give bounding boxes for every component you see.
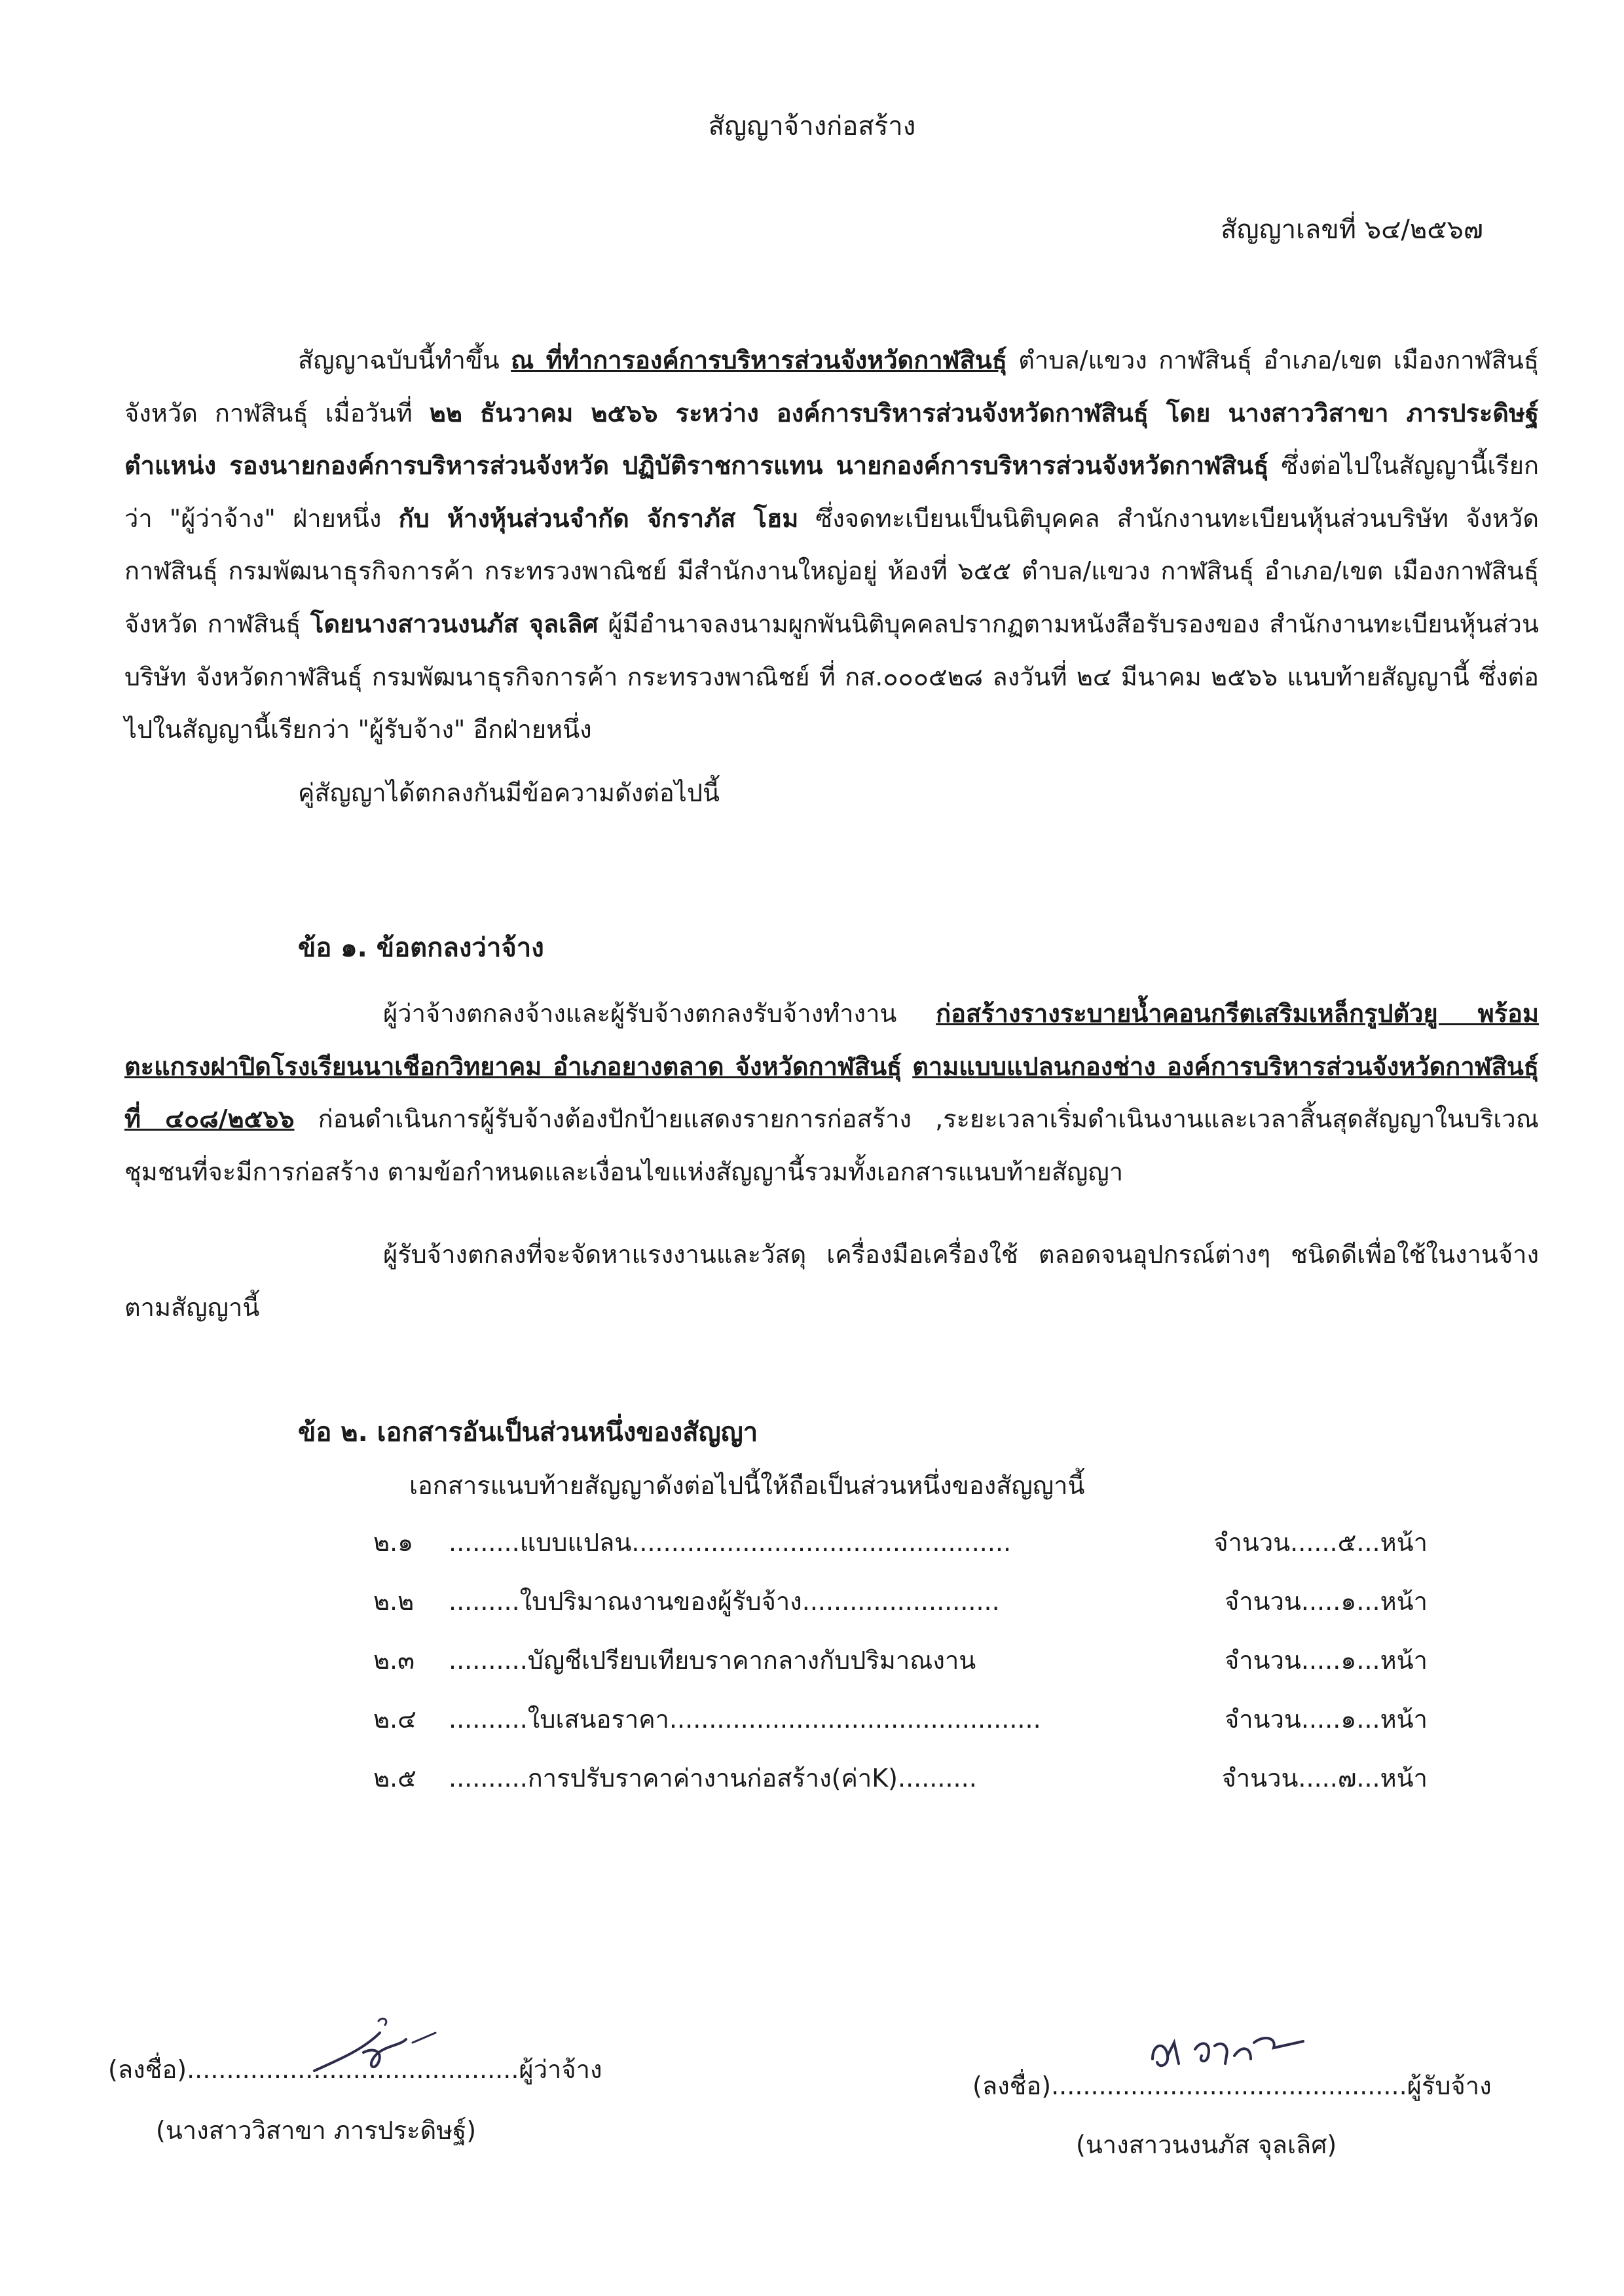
section-1-work-description: ก่อสร้างรางระบายน้ำคอนกรีตเสริมเหล็กรูปตัวยู พร้อมตะแกรงฝาปิดโรงเรียนนาเชือกวิทยาคม อำเภอยางตลาด จังหวัดกาฬสินธุ์ [124, 999, 1539, 1081]
employer-signature-line: (ลงชื่อ)..........................................ผู้ว่าจ้าง [108, 2055, 602, 2084]
attachment-item [373, 1640, 1428, 1679]
attachment-item [373, 1581, 1428, 1620]
agreement-line: คู่สัญญาได้ตกลงกันมีข้อความดังต่อไปนี้ [298, 778, 720, 807]
attachment-name: .........ใบปริมาณงานของผู้รับจ้าง......................... [449, 1587, 1000, 1616]
employer-name: (นางสาววิสาขา ภารประดิษฐ์) [156, 2116, 477, 2145]
contractor-signature-line: (ลงชื่อ).............................................ผู้รับจ้าง [972, 2071, 1492, 2100]
preamble-text-5: ซึ่งต่อไปในสัญญานี้เรียกว่า "ผู้ว่าจ้าง" ฝ่ายหนึ่ง [124, 451, 1540, 533]
attachment-number: ๒.๑ [373, 1528, 414, 1557]
attachment-pages: จำนวน.....๑...หน้า [1224, 1646, 1428, 1675]
section-1-plan-reference: ตามแบบแปลนกองช่าง องค์การบริหารส่วนจังหวัดกาฬสินธุ์ ที่ ๔๐๘/๒๕๖๖ [124, 1051, 1539, 1134]
preamble-text-9: ผู้มีอำนาจลงนามผูกพันนิติบุคคลปรากฏตามหนังสือรับรองของ สำนักงานทะเบียนหุ้นส่วนบริษัท จังหวัดกาฬสินธุ์ กรมพัฒนาธุรกิจการค้า กระทรวงพาณิชย์ ที่ กส.๐๐๐๕๒๘ ลงวันที่ ๒๔ มีนาคม ๒๕๖๖ แนบท้ายสัญญานี้ ซึ่งต่อไปในสัญญานี้เรียกว่า "ผู้รับจ้าง" อีกฝ่ายหนึ่ง [124, 609, 1539, 744]
preamble-text-1: สัญญาฉบับนี้ทำขึ้น [298, 346, 511, 374]
section-1-paragraph-1 [124, 987, 1539, 1198]
attachment-name: .........แบบแปลน................................................ [449, 1528, 1012, 1557]
attachment-name: ..........บัญชีเปรียบเทียบราคากลางกับปริมาณงาน [449, 1646, 976, 1675]
attachment-name: ..........ใบเสนอราคา............................................... [449, 1705, 1041, 1734]
attachment-number: ๒.๕ [373, 1764, 416, 1793]
section-1-text-a: ผู้ว่าจ้างตกลงจ้างและผู้รับจ้างตกลงรับจ้างทำงาน [383, 999, 936, 1028]
preamble-text-3: ตำบล/แขวง กาฬสินธุ์ อำเภอ/เขต เมืองกาฬสินธุ์ จังหวัด กาฬสินธุ์ เมื่อวันที่ [124, 346, 1540, 428]
contract-number: สัญญาเลขที่ ๖๔/๒๕๖๗ [1221, 215, 1483, 245]
attachment-number: ๒.๔ [373, 1705, 416, 1734]
attachment-item [373, 1522, 1428, 1561]
preamble-representative: โดยนางสาวนงนภัส จุลเลิศ [310, 609, 599, 638]
attachment-number: ๒.๓ [373, 1646, 415, 1675]
attachment-number: ๒.๒ [373, 1587, 415, 1616]
section-2-heading: ข้อ ๒. เอกสารอันเป็นส่วนหนึ่งของสัญญา [298, 1417, 758, 1448]
section-2-intro: เอกสารแนบท้ายสัญญาดังต่อไปนี้ให้ถือเป็นส่วนหนึ่งของสัญญานี้ [409, 1471, 1085, 1500]
section-1-gap [902, 1052, 912, 1081]
preamble-paragraph [124, 334, 1539, 756]
section-1-text-b: ก่อนดำเนินการผู้รับจ้างต้องปักป้ายแสดงรายการก่อสร้าง ,ระยะเวลาเริ่มดำเนินงานและเวลาสิ้นสุดสัญญาในบริเวณชุมชนที่จะมีการก่อสร้าง ตามข้อกำหนดและเงื่อนไขแห่งสัญญานี้รวมทั้งเอกสารแนบท้ายสัญญา [124, 1104, 1539, 1186]
attachment-item [373, 1699, 1428, 1738]
preamble-text-7: ซึ่งจดทะเบียนเป็นนิติบุคคล สำนักงานทะเบียนหุ้นส่วนบริษัท จังหวัดกาฬสินธุ์ กรมพัฒนาธุรกิจการค้า กระทรวงพาณิชย์ มีสำนักงานใหญ่อยู่ ห้องที่ ๖๕๕ ตำบล/แขวง กาฬสินธุ์ อำเภอ/เขต เมืองกาฬสินธุ์ จังหวัด กาฬสินธุ์ [124, 503, 1539, 638]
preamble-place: ณ ที่ทำการองค์การบริหารส่วนจังหวัดกาฬสินธุ์ [511, 346, 1007, 374]
preamble-date-parties: ๒๒ ธันวาคม ๒๕๖๖ ระหว่าง องค์การบริหารส่วนจังหวัดกาฬสินธุ์ โดย นางสาววิสาขา ภารประดิษฐ์ ตำแหน่ง รองนายกองค์การบริหารส่วนจังหวัด ปฏิบัติราชการแทน นายกองค์การบริหารส่วนจังหวัดกาฬสินธุ์ [124, 398, 1540, 481]
section-1-paragraph-2: ผู้รับจ้างตกลงที่จะจัดหาแรงงานและวัสดุ เครื่องมือเครื่องใช้ ตลอดจนอุปกรณ์ต่างๆ ชนิดดีเพื่อใช้ในงานจ้างตามสัญญานี้ [124, 1240, 1539, 1322]
attachment-pages: จำนวน......๕...หน้า [1213, 1528, 1428, 1557]
attachment-pages: จำนวน.....๑...หน้า [1224, 1587, 1428, 1616]
document-title: สัญญาจ้างก่อสร้าง [708, 111, 916, 141]
attachment-name: ..........การปรับราคาค่างานก่อสร้าง(ค่าK).......... [449, 1764, 977, 1793]
contractor-name: (นางสาวนงนภัส จุลเลิศ) [1076, 2130, 1337, 2159]
attachment-pages: จำนวน.....๑...หน้า [1224, 1705, 1428, 1734]
preamble-contractor: กับ ห้างหุ้นส่วนจำกัด จักราภัส โฮม [398, 503, 799, 533]
attachment-pages: จำนวน.....๗...หน้า [1221, 1764, 1428, 1793]
section-1-heading: ข้อ ๑. ข้อตกลงว่าจ้าง [298, 933, 544, 963]
attachment-item [373, 1758, 1428, 1797]
